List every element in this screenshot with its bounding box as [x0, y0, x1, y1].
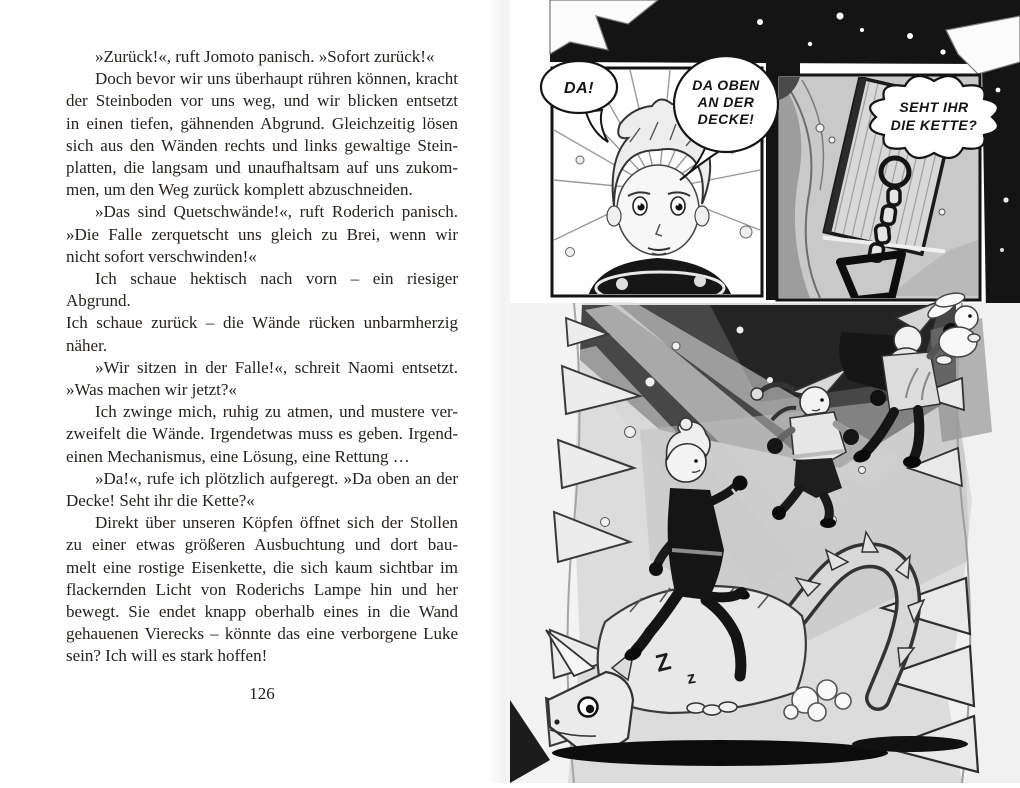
svg-text:DIE KETTE?: DIE KETTE? — [890, 117, 978, 133]
text-line: platten, die langsam und unaufhaltsam auf uns zukom- — [66, 158, 458, 178]
body-text — [66, 46, 458, 668]
text-line: einen Mechanismus, eine Lösung, eine Rettung … — [66, 446, 410, 466]
text-line: »Da!«, rufe ich plötzlich aufgeregt. »Da oben an der — [95, 468, 458, 488]
text-line: men, um den Weg zurück komplett abzuschneiden. — [66, 180, 413, 200]
comic-artwork — [510, 0, 1020, 783]
text-line: zweifelt die Wände. Irgendetwas muss es geben. Irgend- — [66, 424, 458, 444]
text-line: melt eine rostige Eisenkette, die sich kaum sichtbar im — [66, 557, 458, 577]
text-line: Ich schaue zurück – die Wände rücken unbarmherzig — [66, 313, 458, 333]
text-line: nicht sofort verschwinden!« — [66, 246, 257, 266]
page-number: 126 — [249, 684, 275, 703]
text-line: Direkt über unseren Köpfen öffnet sich der Stollen — [95, 513, 458, 533]
text-line: gehauenen Vierecks – könnte das eine verborgene Luke — [66, 624, 458, 644]
svg-text:AN DER: AN DER — [697, 94, 755, 110]
svg-text:DA OBEN: DA OBEN — [692, 77, 760, 93]
right-page — [510, 0, 1020, 783]
svg-text:DECKE!: DECKE! — [697, 111, 755, 127]
text-line: in einen tiefen, gähnenden Abgrund. Gleichzeitig lösen — [66, 113, 458, 133]
text-line: näher. — [66, 335, 108, 355]
cave-scene — [510, 291, 1020, 783]
left-page — [0, 0, 510, 783]
text-line: Ich schaue hektisch nach vorn – ein riesiger Abgrund. — [66, 269, 458, 311]
sleep-z-small: z — [685, 667, 698, 688]
sleep-z-big: Z — [652, 648, 674, 678]
text-line: der Steinboden vor uns weg, und wir blicken entsetzt — [66, 91, 458, 111]
text-line: »Was machen wir jetzt?« — [66, 380, 237, 400]
text-line: bewegt. Sie endet knapp oberhalb eines in die Wand — [66, 602, 458, 622]
text-line: »Zurück!«, ruft Jomoto panisch. »Sofort zurück!« — [95, 47, 435, 66]
text-line: Ich zwinge mich, ruhig zu atmen, und mustere ver- — [95, 402, 458, 422]
text-line: Decke! Seht ihr die Kette?« — [66, 491, 255, 511]
text-line: flackernden Licht von Roderichs Lampe hin und her — [66, 579, 458, 599]
text-line: »Die Falle zerquetscht uns gleich zu Brei, wenn wir — [66, 224, 458, 244]
speech-balloon-kette — [870, 76, 998, 158]
text-line: sein? Ich will es stark hoffen! — [66, 646, 268, 666]
text-line: »Wir sitzen in der Falle!«, schreit Naomi entsetzt. — [95, 357, 458, 377]
text-line: zu einer etwas größeren Ausbuchtung und dort bau- — [66, 535, 458, 555]
svg-text:DA!: DA! — [564, 80, 594, 97]
text-line: Doch bevor wir uns überhaupt rühren können, kracht — [95, 69, 458, 89]
svg-text:SEHT IHR: SEHT IHR — [899, 99, 969, 115]
text-line: sich aus den Wänden rechts und links gewaltige Stein- — [66, 135, 458, 155]
text-line: »Das sind Quetschwände!«, ruft Roderich panisch. — [95, 202, 458, 222]
